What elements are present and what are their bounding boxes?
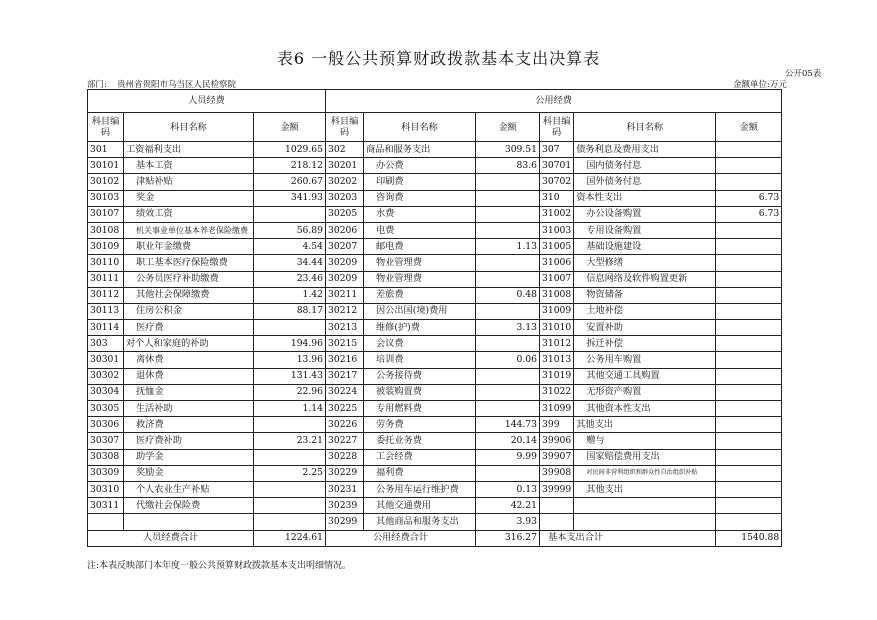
public-code: 30226 [326, 417, 364, 433]
public-name: 办公费 [364, 158, 476, 174]
table-row [88, 465, 782, 481]
public-code: 30215 [326, 336, 364, 352]
public-amount: 309.51 [476, 142, 540, 158]
public-amount-2 [716, 303, 782, 319]
personnel-code: 30101 [88, 158, 124, 174]
table-row [88, 320, 782, 336]
public-name: 劳务费 [364, 417, 476, 433]
unit-label: 金额单位:万元 [733, 80, 787, 90]
personnel-amount: 1029.65 [254, 142, 326, 158]
public-amount [476, 303, 540, 319]
public-name: 水费 [364, 206, 476, 222]
public-name-2: 其他支出 [574, 417, 716, 433]
personnel-name: 救济费 [124, 417, 254, 433]
personnel-code: 30304 [88, 384, 124, 400]
table-row [88, 271, 782, 287]
form-number: 公开05表 [785, 69, 822, 79]
public-amount: 9.99 [476, 449, 540, 465]
public-code: 30227 [326, 433, 364, 449]
personnel-amount: 13.96 [254, 352, 326, 368]
public-name-2: 信息网络及软件购置更新 [574, 271, 716, 287]
public-code-2: 30702 [540, 174, 574, 190]
personnel-name: 津贴补贴 [124, 174, 254, 190]
personnel-code: 30108 [88, 222, 124, 238]
personnel-code: 30302 [88, 368, 124, 384]
public-name: 差旅费 [364, 287, 476, 303]
public-name-2: 国外债务付息 [574, 174, 716, 190]
public-name-2: 无形资产购置 [574, 384, 716, 400]
public-name: 维修(护)费 [364, 320, 476, 336]
personnel-amount: 2.25 [254, 465, 326, 481]
personnel-code: 30102 [88, 174, 124, 190]
public-name: 其他交通费用 [364, 498, 476, 514]
public-amount-2 [716, 417, 782, 433]
public-amount: 83.6 [476, 158, 540, 174]
personnel-code: 303 [88, 336, 124, 352]
personnel-amount: 1.42 [254, 287, 326, 303]
public-code: 30231 [326, 481, 364, 497]
public-name-2: 基础设施建设 [574, 239, 716, 255]
public-code: 30224 [326, 384, 364, 400]
personnel-amount: 34.44 [254, 255, 326, 271]
public-amount-2 [716, 255, 782, 271]
personnel-amount [254, 498, 326, 514]
public-name-2: 资本性支出 [574, 190, 716, 206]
page-title: 表6 一般公共预算财政拨款基本支出决算表 [276, 49, 601, 68]
personnel-name: 职业年金缴费 [124, 239, 254, 255]
public-amount [476, 271, 540, 287]
personnel-name: 职工基本医疗保险缴费 [124, 255, 254, 271]
personnel-name: 奖金 [124, 190, 254, 206]
table-row [88, 498, 782, 514]
public-name: 工会经费 [364, 449, 476, 465]
public-name-2: 其他交通工具购置 [574, 368, 716, 384]
personnel-code [88, 514, 124, 530]
table-row [88, 417, 782, 433]
public-code: 302 [326, 142, 364, 158]
public-amount: 1.13 [476, 239, 540, 255]
public-code: 30239 [326, 498, 364, 514]
personnel-code: 30306 [88, 417, 124, 433]
public-amount: 0.48 [476, 287, 540, 303]
personnel-total-value: 1224.61 [254, 530, 326, 546]
public-amount [476, 222, 540, 238]
public-name-2: 国内债务付息 [574, 158, 716, 174]
public-name-2: 办公设备购置 [574, 206, 716, 222]
table-row [88, 401, 782, 417]
public-name: 物业管理费 [364, 271, 476, 287]
public-amount: 42.21 [476, 498, 540, 514]
personnel-code: 30107 [88, 206, 124, 222]
public-amount: 3.13 [476, 320, 540, 336]
public-code: 30203 [326, 190, 364, 206]
public-code: 30228 [326, 449, 364, 465]
table-row [88, 368, 782, 384]
public-name: 电费 [364, 222, 476, 238]
public-code-2: 39999 [540, 481, 574, 497]
section-public: 公用经费 [326, 90, 782, 113]
personnel-code: 30111 [88, 271, 124, 287]
public-amount [476, 384, 540, 400]
public-amount-2: 6.73 [716, 206, 782, 222]
public-code: 30217 [326, 368, 364, 384]
public-code-2: 39908 [540, 465, 574, 481]
public-code-2: 30701 [540, 158, 574, 174]
personnel-code: 30310 [88, 481, 124, 497]
personnel-name: 住房公积金 [124, 303, 254, 319]
table-row [88, 384, 782, 400]
personnel-code: 30109 [88, 239, 124, 255]
public-amount-2 [716, 142, 782, 158]
table-row [88, 449, 782, 465]
public-amount-2 [716, 239, 782, 255]
public-code-2: 307 [540, 142, 574, 158]
public-amount-2 [716, 158, 782, 174]
public-code-2: 31006 [540, 255, 574, 271]
personnel-code: 301 [88, 142, 124, 158]
personnel-code: 30309 [88, 465, 124, 481]
public-code-2: 31002 [540, 206, 574, 222]
header-name: 科目名称 [364, 113, 476, 142]
header-amount: 金额 [716, 113, 782, 142]
basic-total-value: 1540.88 [716, 530, 782, 546]
personnel-code: 30307 [88, 433, 124, 449]
header-name: 科目名称 [124, 113, 254, 142]
personnel-amount: 22.96 [254, 384, 326, 400]
public-code-2: 31005 [540, 239, 574, 255]
public-amount [476, 174, 540, 190]
personnel-code: 30311 [88, 498, 124, 514]
personnel-amount [254, 417, 326, 433]
personnel-name: 机关事业单位基本养老保险缴费 [124, 222, 254, 238]
personnel-code: 30112 [88, 287, 124, 303]
public-name-2: 大型修缮 [574, 255, 716, 271]
public-name: 商品和服务支出 [364, 142, 476, 158]
public-code-2: 31022 [540, 384, 574, 400]
public-name: 印刷费 [364, 174, 476, 190]
public-name: 公务用车运行维护费 [364, 481, 476, 497]
public-code-2: 31010 [540, 320, 574, 336]
public-name-2: 赠与 [574, 433, 716, 449]
personnel-amount: 194.96 [254, 336, 326, 352]
personnel-amount: 260.67 [254, 174, 326, 190]
public-code: 30201 [326, 158, 364, 174]
public-amount-2 [716, 433, 782, 449]
public-amount-2 [716, 465, 782, 481]
basic-total-label: 基本支出合计 [540, 530, 716, 546]
table-row [88, 158, 782, 174]
public-amount-2 [716, 336, 782, 352]
public-name-2: 安置补助 [574, 320, 716, 336]
public-code: 30216 [326, 352, 364, 368]
expenditure-table [87, 89, 782, 547]
public-code-2: 39906 [540, 433, 574, 449]
public-amount [476, 368, 540, 384]
personnel-code: 30308 [88, 449, 124, 465]
public-amount [476, 190, 540, 206]
public-code: 30299 [326, 514, 364, 530]
public-amount: 3.93 [476, 514, 540, 530]
column-header-row [88, 113, 782, 142]
table-row [88, 142, 782, 158]
public-name: 邮电费 [364, 239, 476, 255]
public-code-2: 31009 [540, 303, 574, 319]
public-name-2: 拆迁补偿 [574, 336, 716, 352]
public-code-2: 31007 [540, 271, 574, 287]
public-code-2: 399 [540, 417, 574, 433]
public-name-2: 对民间非营利组织和群众性自治组织补贴 [574, 465, 716, 481]
personnel-amount: 88.17 [254, 303, 326, 319]
public-amount [476, 465, 540, 481]
public-amount-2 [716, 271, 782, 287]
public-code-2: 31019 [540, 368, 574, 384]
public-amount [476, 206, 540, 222]
public-amount: 0.06 [476, 352, 540, 368]
public-name-2: 国家赔偿费用支出 [574, 449, 716, 465]
table-row [88, 222, 782, 238]
section-header-row [88, 90, 782, 113]
table-row [88, 287, 782, 303]
public-code: 30206 [326, 222, 364, 238]
public-total-value: 316.27 [476, 530, 540, 546]
header-amount: 金额 [476, 113, 540, 142]
public-code-2: 31013 [540, 352, 574, 368]
personnel-total-label: 人员经费合计 [88, 530, 254, 546]
public-code-2 [540, 498, 574, 514]
public-amount-2 [716, 449, 782, 465]
footnote: 注:本表反映部门本年度一般公共预算财政拨款基本支出明细情况。 [87, 561, 352, 571]
public-name-2 [574, 498, 716, 514]
public-amount-2 [716, 222, 782, 238]
public-code-2 [540, 514, 574, 530]
public-name: 因公出国(境)费用 [364, 303, 476, 319]
personnel-amount: 341.93 [254, 190, 326, 206]
header-amount: 金额 [254, 113, 326, 142]
personnel-amount: 23.21 [254, 433, 326, 449]
public-amount [476, 255, 540, 271]
personnel-name: 奖励金 [124, 465, 254, 481]
public-name-2: 物资储备 [574, 287, 716, 303]
public-code: 30202 [326, 174, 364, 190]
header-code: 科目编码 [326, 113, 364, 142]
public-name: 咨询费 [364, 190, 476, 206]
public-code-2: 31003 [540, 222, 574, 238]
public-amount-2 [716, 352, 782, 368]
personnel-name: 绩效工资 [124, 206, 254, 222]
personnel-code: 30301 [88, 352, 124, 368]
personnel-name: 生活补助 [124, 401, 254, 417]
personnel-name: 离休费 [124, 352, 254, 368]
table-row [88, 255, 782, 271]
public-amount-2 [716, 481, 782, 497]
personnel-name: 基本工资 [124, 158, 254, 174]
header-code: 科目编码 [540, 113, 574, 142]
table-row [88, 481, 782, 497]
public-name-2: 其他支出 [574, 481, 716, 497]
public-name-2: 其他资本性支出 [574, 401, 716, 417]
personnel-amount: 4.54 [254, 239, 326, 255]
header-code: 科目编码 [88, 113, 124, 142]
public-name: 培训费 [364, 352, 476, 368]
public-name-2: 公务用车购置 [574, 352, 716, 368]
personnel-name: 对个人和家庭的补助 [124, 336, 254, 352]
public-amount-2 [716, 514, 782, 530]
public-name: 物业管理费 [364, 255, 476, 271]
dept-label: 部门: [87, 80, 107, 90]
public-amount-2 [716, 401, 782, 417]
public-code: 30213 [326, 320, 364, 336]
public-code: 30209 [326, 271, 364, 287]
table-row [88, 336, 782, 352]
public-code-2: 310 [540, 190, 574, 206]
public-code: 30209 [326, 255, 364, 271]
public-code: 30211 [326, 287, 364, 303]
personnel-name: 代缴社会保险费 [124, 498, 254, 514]
personnel-amount [254, 320, 326, 336]
public-name: 其他商品和服务支出 [364, 514, 476, 530]
personnel-name: 工资福利支出 [124, 142, 254, 158]
public-amount-2 [716, 498, 782, 514]
personnel-name: 公务员医疗补助缴费 [124, 271, 254, 287]
personnel-name: 个人农业生产补贴 [124, 481, 254, 497]
personnel-name: 助学金 [124, 449, 254, 465]
personnel-name: 医疗费补助 [124, 433, 254, 449]
public-name: 委托业务费 [364, 433, 476, 449]
public-amount-2 [716, 287, 782, 303]
personnel-amount [254, 206, 326, 222]
public-code: 30207 [326, 239, 364, 255]
public-amount-2 [716, 384, 782, 400]
public-code-2: 31008 [540, 287, 574, 303]
section-personnel: 人员经费 [88, 90, 326, 113]
public-amount: 144.73 [476, 417, 540, 433]
personnel-code: 30110 [88, 255, 124, 271]
public-amount: 0.13 [476, 481, 540, 497]
public-amount [476, 401, 540, 417]
public-code: 30205 [326, 206, 364, 222]
table-row [88, 190, 782, 206]
personnel-amount [254, 481, 326, 497]
public-name: 专用燃料费 [364, 401, 476, 417]
table-row [88, 433, 782, 449]
public-name: 公务接待费 [364, 368, 476, 384]
table-row [88, 206, 782, 222]
public-total-label: 公用经费合计 [326, 530, 476, 546]
public-code-2: 31012 [540, 336, 574, 352]
personnel-amount: 1.14 [254, 401, 326, 417]
table-row [88, 303, 782, 319]
public-amount-2 [716, 174, 782, 190]
personnel-code: 30103 [88, 190, 124, 206]
public-name: 福利费 [364, 465, 476, 481]
public-name: 被装购置费 [364, 384, 476, 400]
personnel-name [124, 514, 254, 530]
public-amount-2: 6.73 [716, 190, 782, 206]
personnel-code: 30305 [88, 401, 124, 417]
public-name-2: 专用设备购置 [574, 222, 716, 238]
table-row [88, 352, 782, 368]
personnel-amount: 131.43 [254, 368, 326, 384]
totals-row [88, 530, 782, 546]
public-amount [476, 336, 540, 352]
public-code: 30229 [326, 465, 364, 481]
personnel-name: 医疗费 [124, 320, 254, 336]
public-name: 会议费 [364, 336, 476, 352]
public-amount-2 [716, 320, 782, 336]
public-name-2: 土地补偿 [574, 303, 716, 319]
public-code-2: 31099 [540, 401, 574, 417]
table-row [88, 174, 782, 190]
public-code: 30212 [326, 303, 364, 319]
table-row [88, 239, 782, 255]
public-code: 30225 [326, 401, 364, 417]
public-amount-2 [716, 368, 782, 384]
public-amount: 20.14 [476, 433, 540, 449]
public-name-2: 债务利息及费用支出 [574, 142, 716, 158]
personnel-code: 30113 [88, 303, 124, 319]
personnel-amount [254, 514, 326, 530]
personnel-name: 抚恤金 [124, 384, 254, 400]
public-code-2: 39907 [540, 449, 574, 465]
personnel-name: 其他社会保障缴费 [124, 287, 254, 303]
header-name: 科目名称 [574, 113, 716, 142]
personnel-amount: 56.89 [254, 222, 326, 238]
personnel-code: 30114 [88, 320, 124, 336]
personnel-amount: 218.12 [254, 158, 326, 174]
personnel-amount [254, 449, 326, 465]
personnel-amount: 23.46 [254, 271, 326, 287]
table-row [88, 514, 782, 530]
personnel-name: 退休费 [124, 368, 254, 384]
public-name-2 [574, 514, 716, 530]
dept-name: 贵州省贵阳市乌当区人民检察院 [117, 80, 237, 90]
